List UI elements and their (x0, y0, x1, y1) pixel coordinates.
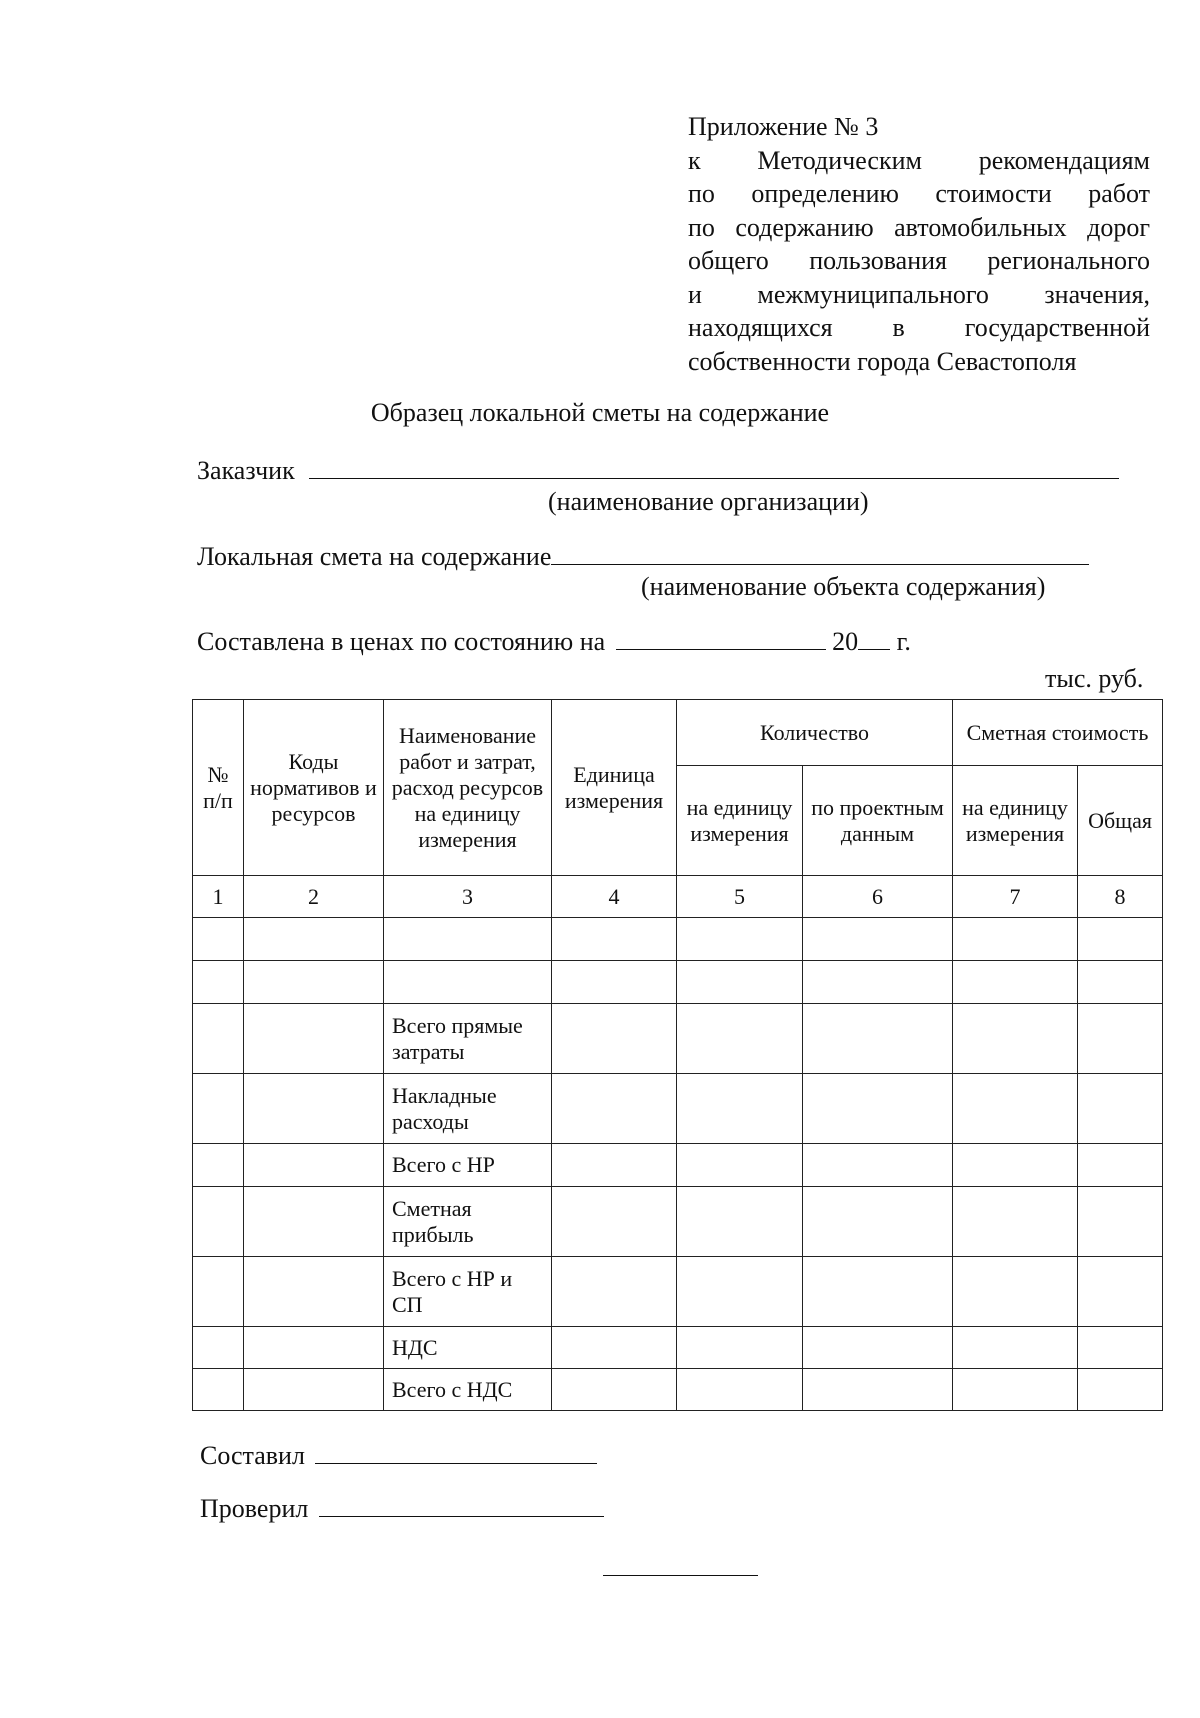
customer-caption: (наименование организации) (548, 487, 869, 516)
local-estimate-caption: (наименование объекта содержания) (641, 572, 1046, 601)
appendix-line: общего пользования регионального (688, 246, 1150, 275)
appendix-line: к Методическим рекомендациям (688, 145, 1150, 175)
cell[interactable] (244, 1369, 384, 1411)
cell[interactable] (193, 1004, 244, 1074)
cell[interactable] (552, 918, 677, 961)
cell[interactable] (244, 1187, 384, 1257)
row-label: Всего с НР (384, 1144, 552, 1187)
cell[interactable] (193, 1074, 244, 1144)
cell[interactable] (803, 1327, 953, 1369)
header-cost-per-unit: на единицу измерения (953, 766, 1078, 876)
cell[interactable] (193, 918, 244, 961)
customer-label: Заказчик (197, 456, 295, 485)
row-label: Накладные расходы (384, 1074, 552, 1144)
table-row (193, 1257, 1163, 1327)
estimate-table (192, 699, 1163, 1411)
cell[interactable] (193, 961, 244, 1004)
checked-by-label: Проверил (200, 1494, 309, 1523)
appendix-line: находящихся в государственной (688, 313, 1150, 342)
header-unit: Единица измерения (552, 700, 677, 876)
table-row (193, 1187, 1163, 1257)
column-number: 4 (552, 876, 677, 918)
column-number: 7 (953, 876, 1078, 918)
cell[interactable] (677, 1327, 803, 1369)
cell[interactable] (803, 918, 953, 961)
cell[interactable] (244, 918, 384, 961)
cell[interactable] (803, 1144, 953, 1187)
row-label: НДС (384, 1327, 552, 1369)
cell[interactable] (803, 1074, 953, 1144)
local-estimate-blank[interactable] (551, 544, 1089, 565)
customer-row (197, 456, 1119, 486)
checked-by-blank[interactable] (319, 1496, 604, 1517)
document-title: Образец локальной сметы на содержание (370, 398, 830, 427)
cell[interactable] (193, 1187, 244, 1257)
header-name: Наименование работ и затрат, расход ресурсов на единицу измерения (384, 700, 552, 876)
column-number-row (193, 876, 1163, 918)
cell[interactable] (953, 1074, 1078, 1144)
appendix-block (688, 110, 1150, 378)
appendix-line: собственности города Севастополя (688, 346, 1077, 376)
header-quantity-project: по проектным данным (803, 766, 953, 876)
compiled-by-blank[interactable] (315, 1443, 597, 1464)
row-label (384, 961, 552, 1004)
row-label: Сметная прибыль (384, 1187, 552, 1257)
cell[interactable] (803, 1257, 953, 1327)
column-number: 1 (193, 876, 244, 918)
cell[interactable] (552, 1004, 677, 1074)
checked-by-row (200, 1494, 604, 1524)
cell[interactable] (677, 1144, 803, 1187)
cell[interactable] (1078, 1257, 1163, 1327)
cell[interactable] (1078, 1074, 1163, 1144)
cell[interactable] (244, 1074, 384, 1144)
column-number: 3 (384, 876, 552, 918)
cell[interactable] (552, 961, 677, 1004)
cell[interactable] (803, 1369, 953, 1411)
table-row (193, 1004, 1163, 1074)
cell[interactable] (953, 1257, 1078, 1327)
table-row (193, 1144, 1163, 1187)
cell[interactable] (677, 1369, 803, 1411)
cell[interactable] (193, 1327, 244, 1369)
table-row (193, 961, 1163, 1004)
cell[interactable] (1078, 961, 1163, 1004)
column-number: 2 (244, 876, 384, 918)
compiled-by-label: Составил (200, 1441, 305, 1470)
local-estimate-label: Локальная смета на содержание (197, 542, 552, 571)
cell[interactable] (244, 1004, 384, 1074)
row-label: Всего прямые затраты (384, 1004, 552, 1074)
prices-year-suffix: г. (896, 627, 911, 656)
cell[interactable] (1078, 918, 1163, 961)
cell[interactable] (677, 1074, 803, 1144)
cell[interactable] (953, 918, 1078, 961)
cell[interactable] (677, 918, 803, 961)
cell[interactable] (677, 961, 803, 1004)
cell[interactable] (1078, 1369, 1163, 1411)
cell[interactable] (552, 1074, 677, 1144)
cell[interactable] (803, 1187, 953, 1257)
cell[interactable] (1078, 1327, 1163, 1369)
header-codes: Коды нормативов и ресурсов (244, 700, 384, 876)
cell[interactable] (677, 1004, 803, 1074)
table-row (193, 1327, 1163, 1369)
cell[interactable] (1078, 1144, 1163, 1187)
cell[interactable] (953, 961, 1078, 1004)
column-number: 6 (803, 876, 953, 918)
cell[interactable] (244, 1327, 384, 1369)
prices-unit: тыс. руб. (1045, 664, 1144, 693)
cell[interactable] (953, 1004, 1078, 1074)
cell[interactable] (953, 1187, 1078, 1257)
cell[interactable] (552, 1369, 677, 1411)
appendix-line: Приложение № 3 (688, 112, 879, 141)
row-label: Всего с НДС (384, 1369, 552, 1411)
cell[interactable] (1078, 1187, 1163, 1257)
end-divider (603, 1575, 758, 1576)
column-number: 8 (1078, 876, 1163, 918)
prices-label: Составлена в ценах по состоянию на (197, 627, 606, 656)
table-row (193, 1369, 1163, 1411)
table-row (193, 1074, 1163, 1144)
cell[interactable] (244, 961, 384, 1004)
cell[interactable] (193, 1144, 244, 1187)
cell[interactable] (1078, 1004, 1163, 1074)
cell[interactable] (193, 1257, 244, 1327)
customer-blank[interactable] (309, 458, 1119, 479)
cell[interactable] (552, 1257, 677, 1327)
column-number: 5 (677, 876, 803, 918)
cell[interactable] (953, 1369, 1078, 1411)
prices-date-blank[interactable] (616, 629, 826, 650)
prices-row (197, 627, 911, 657)
header-cost-total: Общая (1078, 766, 1163, 876)
appendix-line: по определению стоимости работ (688, 179, 1150, 208)
appendix-line: по содержанию автомобильных дорог (688, 212, 1150, 242)
compiled-by-row (200, 1441, 597, 1471)
cell[interactable] (953, 1144, 1078, 1187)
cell[interactable] (552, 1327, 677, 1369)
header-no: № п/п (193, 700, 244, 876)
cell[interactable] (193, 1369, 244, 1411)
cell[interactable] (677, 1257, 803, 1327)
local-estimate-row (197, 542, 1089, 572)
cell[interactable] (244, 1257, 384, 1327)
header-cost: Сметная стоимость (953, 700, 1163, 766)
header-quantity-per-unit: на единицу измерения (677, 766, 803, 876)
prices-year-blank[interactable] (858, 629, 890, 650)
cell[interactable] (803, 961, 953, 1004)
table-row (193, 918, 1163, 961)
header-quantity: Количество (677, 700, 953, 766)
cell[interactable] (552, 1187, 677, 1257)
appendix-line: и межмуниципального значения, (688, 279, 1150, 309)
row-label (384, 918, 552, 961)
cell[interactable] (677, 1187, 803, 1257)
cell[interactable] (803, 1004, 953, 1074)
row-label: Всего с НР и СП (384, 1257, 552, 1327)
cell[interactable] (244, 1144, 384, 1187)
cell[interactable] (552, 1144, 677, 1187)
prices-year-prefix: 20 (832, 627, 859, 656)
cell[interactable] (953, 1327, 1078, 1369)
